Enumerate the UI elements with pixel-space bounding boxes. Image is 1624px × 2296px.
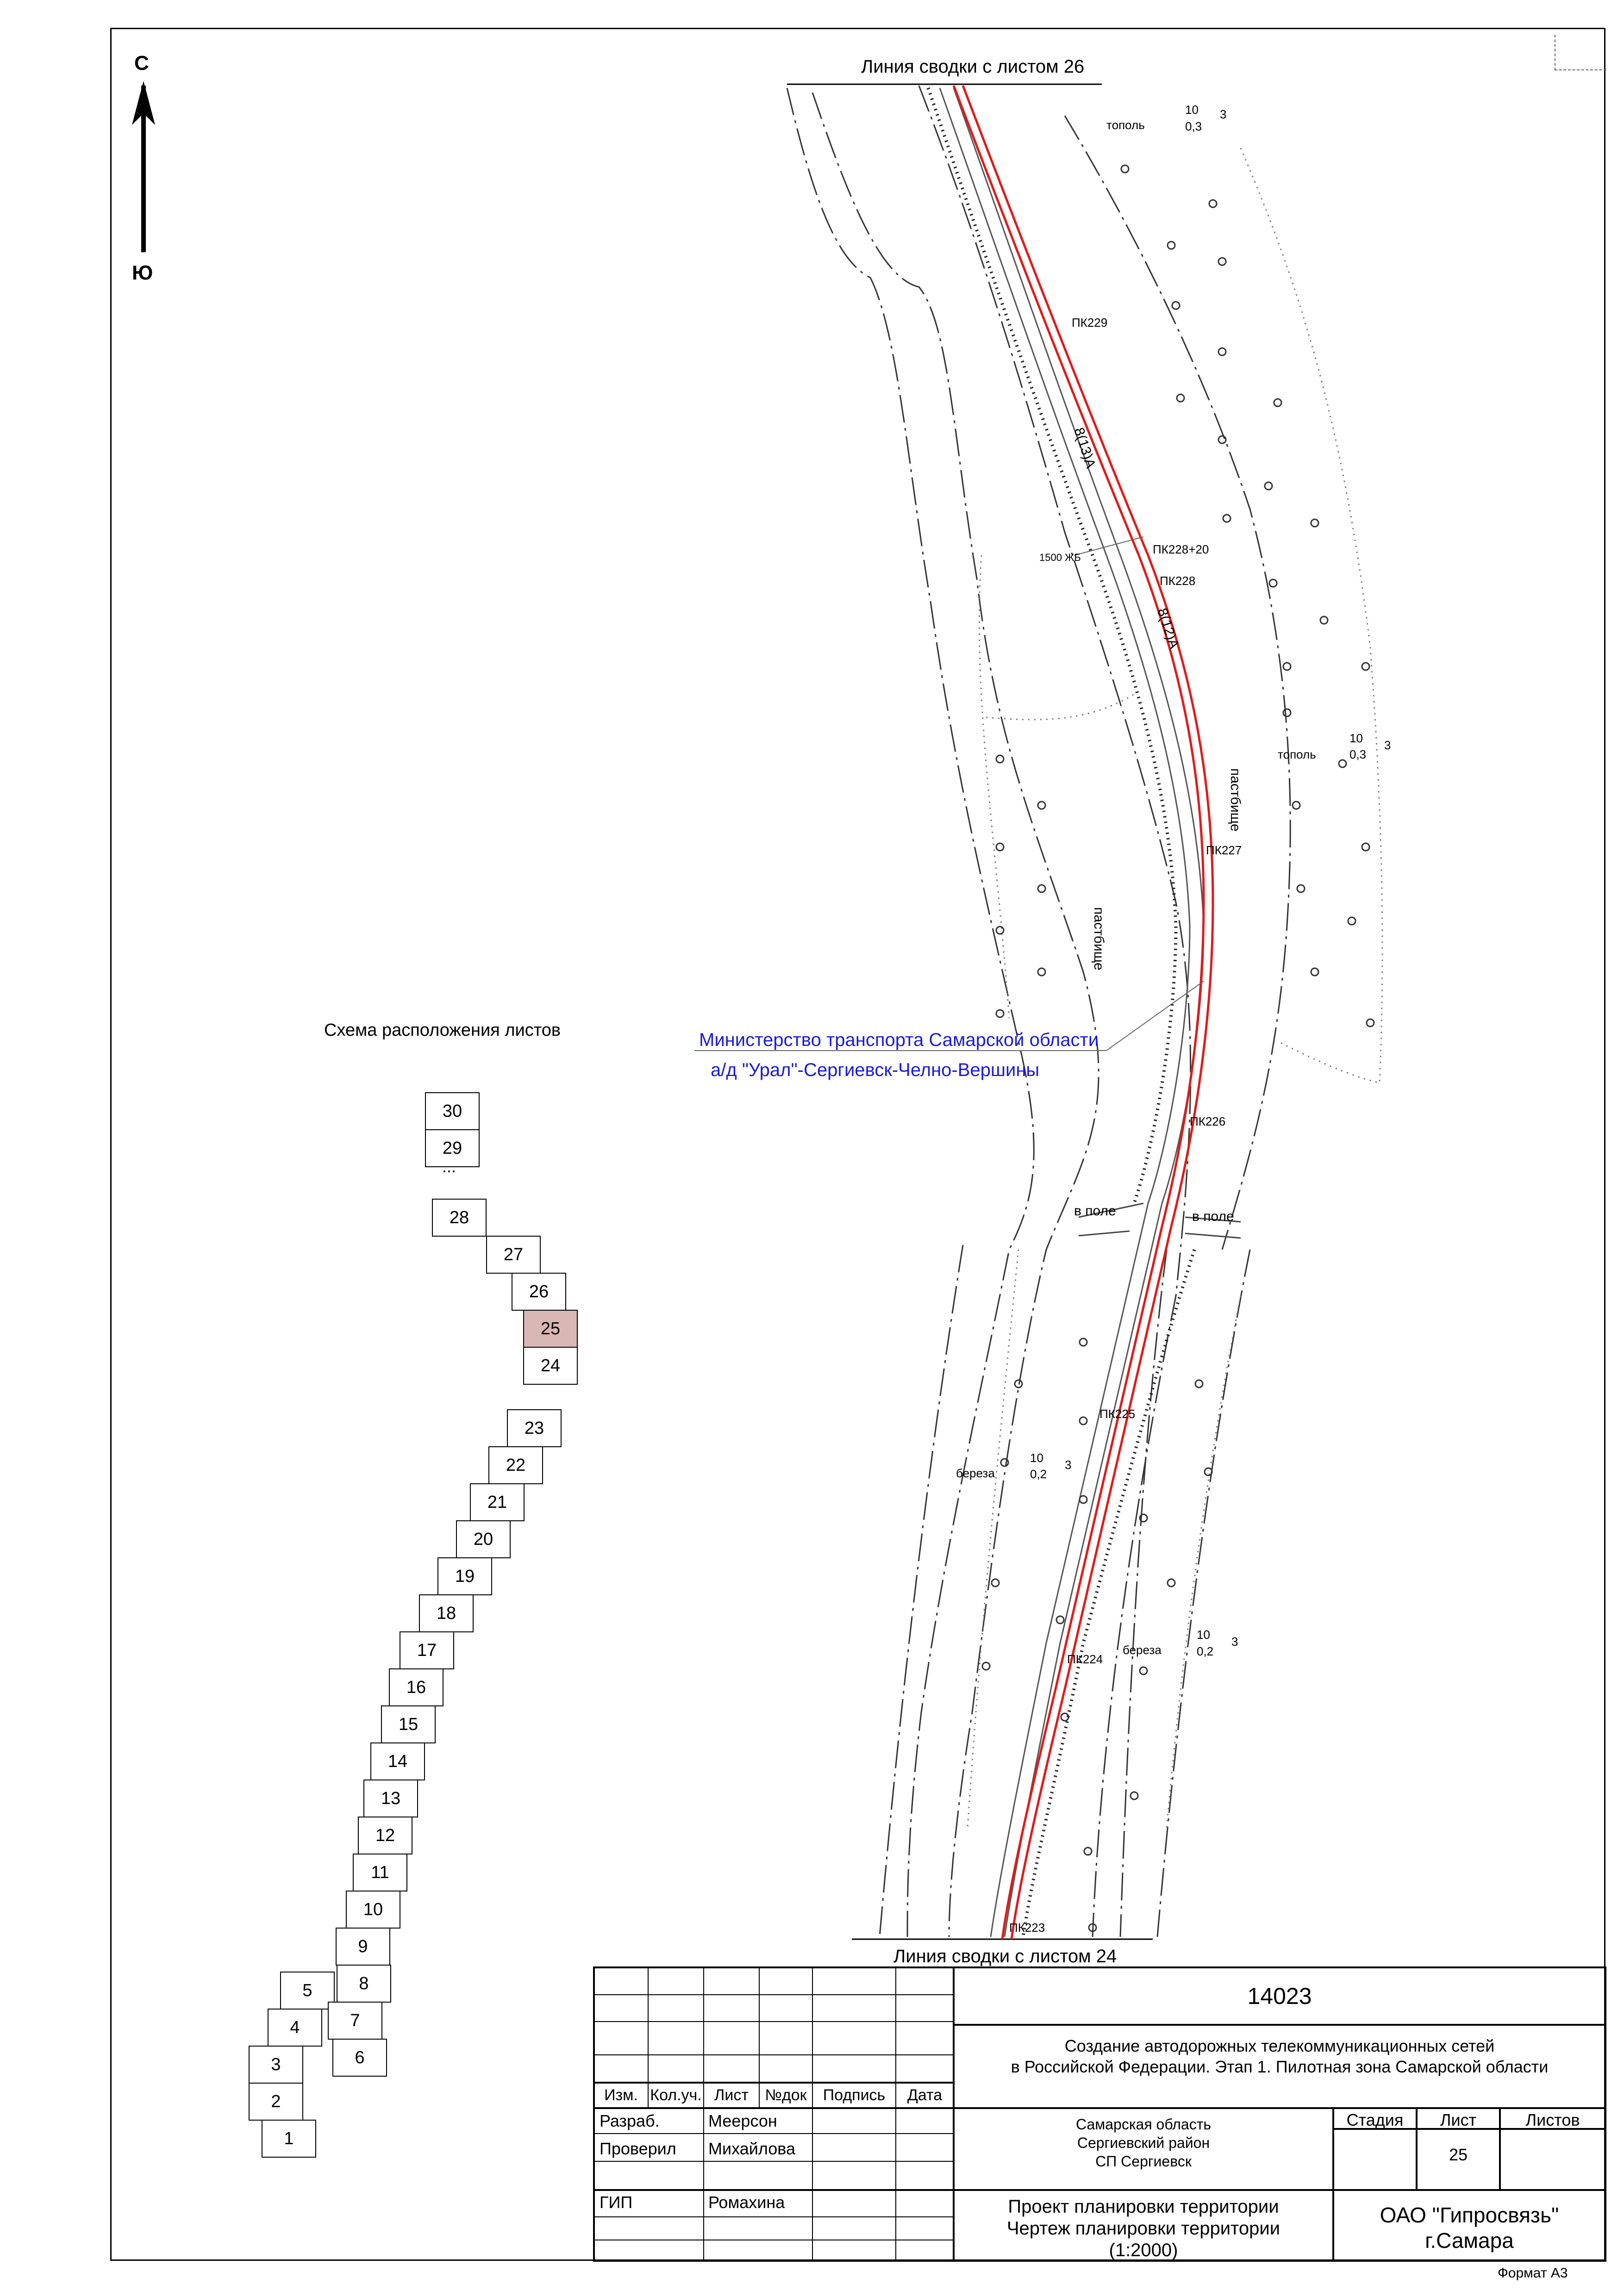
format-label: Формат А3	[1498, 2265, 1568, 2281]
scheme-sheet-4: 4	[268, 2009, 322, 2047]
role-label: Разраб.	[600, 2111, 660, 2130]
tree2-count: 3	[1384, 738, 1391, 752]
org-line1: ОАО "Гипросвязь"	[1380, 2203, 1559, 2227]
scheme-sheet-3: 3	[249, 2046, 303, 2084]
scheme-sheet-24: 24	[523, 1347, 578, 1385]
pk228-20-label: ПК228+20	[1153, 542, 1209, 556]
project-title-line2: в Российской Федерации. Этап 1. Пилотная зона Самарской области	[1011, 2057, 1549, 2076]
tree3-diameter: 0,2	[1030, 1467, 1047, 1481]
match-line-top-label: Линия сводки с листом 26	[861, 56, 1085, 77]
compass-north-label: С	[134, 52, 149, 75]
tree1-diameter: 0,3	[1185, 119, 1202, 133]
tree3-height: 10	[1030, 1451, 1043, 1465]
tree4-diameter: 0,2	[1197, 1644, 1214, 1658]
sheet-label: Лист	[1440, 2110, 1477, 2129]
scheme-sheet-15: 15	[381, 1705, 436, 1743]
tree2-height: 10	[1349, 731, 1363, 745]
tree3-name: береза	[956, 1466, 995, 1480]
pasture-right-label: пастбище	[1228, 768, 1243, 832]
tree1-count: 3	[1220, 107, 1227, 121]
scheme-sheet-30: 30	[425, 1092, 480, 1130]
scheme-sheet-16: 16	[389, 1668, 443, 1706]
cable-12a-label: 8(12)А	[1154, 606, 1182, 651]
owner-label-line1: Министерство транспорта Самарской области	[699, 1030, 1099, 1050]
tree4-count: 3	[1231, 1635, 1238, 1649]
tree4-name: береза	[1123, 1643, 1162, 1657]
tree2-name: тополь	[1278, 747, 1316, 761]
pk223-label: ПК223	[1009, 1921, 1045, 1935]
pk229-label: ПК229	[1072, 316, 1108, 330]
pk225-label: ПК225	[1099, 1407, 1136, 1421]
scheme-sheet-20: 20	[456, 1520, 511, 1558]
scheme-sheet-11: 11	[353, 1854, 407, 1892]
scheme-sheet-25: 25	[523, 1310, 578, 1348]
owner-label-line2: а/д "Урал"-Сергиевск-Челно-Вершины	[711, 1060, 1040, 1080]
compass-south-label: Ю	[132, 261, 153, 284]
match-line-bottom-label: Линия сводки с листом 24	[893, 1946, 1117, 1966]
location-line2: Сергиевский район	[1077, 2134, 1210, 2151]
scheme-sheet-21: 21	[470, 1483, 525, 1521]
scheme-sheet-10: 10	[346, 1891, 400, 1929]
doc-title-line3: (1:2000)	[1109, 2240, 1178, 2260]
pk226-label: ПК226	[1190, 1114, 1226, 1128]
role-name: Меерсон	[708, 2111, 777, 2130]
doc-title-line2: Чертеж планировки территории	[1006, 2218, 1280, 2239]
scheme-sheet-8: 8	[337, 1965, 391, 2003]
header-cell: Лист	[714, 2086, 749, 2104]
scheme-sheet-17: 17	[400, 1631, 454, 1669]
org-line2: г.Самара	[1425, 2228, 1514, 2252]
role-name: Михайлова	[708, 2139, 795, 2158]
scheme-sheet-1: 1	[262, 2120, 316, 2158]
tree1-name: тополь	[1106, 118, 1145, 132]
location-line3: СП Сергиевск	[1095, 2153, 1192, 2170]
header-cell: Дата	[907, 2086, 943, 2104]
header-cell: Кол.уч.	[650, 2086, 702, 2104]
sheet-number: 25	[1449, 2145, 1468, 2164]
scheme-title: Схема расположения листов	[324, 1020, 561, 1040]
scheme-sheet-2: 2	[249, 2083, 303, 2121]
role-name: Ромахина	[708, 2193, 785, 2212]
pasture-left-label: пастбище	[1091, 907, 1106, 971]
scheme-sheet-9: 9	[336, 1928, 390, 1966]
pk228-label: ПК228	[1160, 574, 1196, 588]
scheme-sheet-28: 28	[432, 1199, 487, 1237]
project-code: 14023	[1247, 1983, 1312, 2009]
scheme-sheet-13: 13	[363, 1780, 418, 1817]
sheets-count-label: Листов	[1525, 2110, 1580, 2129]
scheme-sheet-12: 12	[358, 1817, 412, 1854]
header-cell: Изм.	[604, 2086, 638, 2104]
field-left-label: в поле	[1074, 1203, 1116, 1219]
scheme-ellipsis: ...	[442, 1157, 456, 1176]
pipe-label: 1500 ЖБ	[1039, 552, 1081, 563]
header-cell: №док	[765, 2086, 807, 2104]
scheme-sheet-23: 23	[507, 1409, 562, 1447]
scheme-sheet-7: 7	[328, 2002, 382, 2040]
scheme-sheet-26: 26	[512, 1273, 566, 1311]
scheme-sheet-27: 27	[486, 1236, 541, 1274]
project-title-line1: Создание автодорожных телекоммуникационных сетей	[1064, 2036, 1495, 2055]
scheme-sheet-19: 19	[437, 1557, 492, 1595]
role-label: Проверил	[600, 2139, 676, 2158]
location-line1: Самарская область	[1075, 2116, 1212, 2133]
pk224-label: ПК224	[1067, 1652, 1103, 1666]
tree4-height: 10	[1197, 1628, 1210, 1642]
stage-label: Стадия	[1346, 2110, 1404, 2129]
pk227-label: ПК227	[1206, 843, 1242, 857]
scheme-sheet-5: 5	[280, 1972, 335, 2010]
scheme-sheet-29: 29	[425, 1129, 480, 1167]
doc-title-line1: Проект планировки территории	[1008, 2196, 1279, 2217]
tree3-count: 3	[1065, 1458, 1072, 1472]
scheme-sheet-22: 22	[488, 1446, 543, 1484]
cable-13a-label: 8(13)А	[1071, 426, 1099, 470]
header-cell: Подпись	[823, 2086, 886, 2104]
scheme-sheet-6: 6	[332, 2039, 387, 2077]
tree2-diameter: 0,3	[1349, 747, 1367, 761]
scheme-sheet-14: 14	[370, 1742, 425, 1780]
scheme-sheet-18: 18	[419, 1594, 474, 1632]
tree1-height: 10	[1185, 103, 1199, 117]
role-label: ГИП	[600, 2193, 633, 2212]
field-right-label: в поле	[1192, 1209, 1234, 1224]
